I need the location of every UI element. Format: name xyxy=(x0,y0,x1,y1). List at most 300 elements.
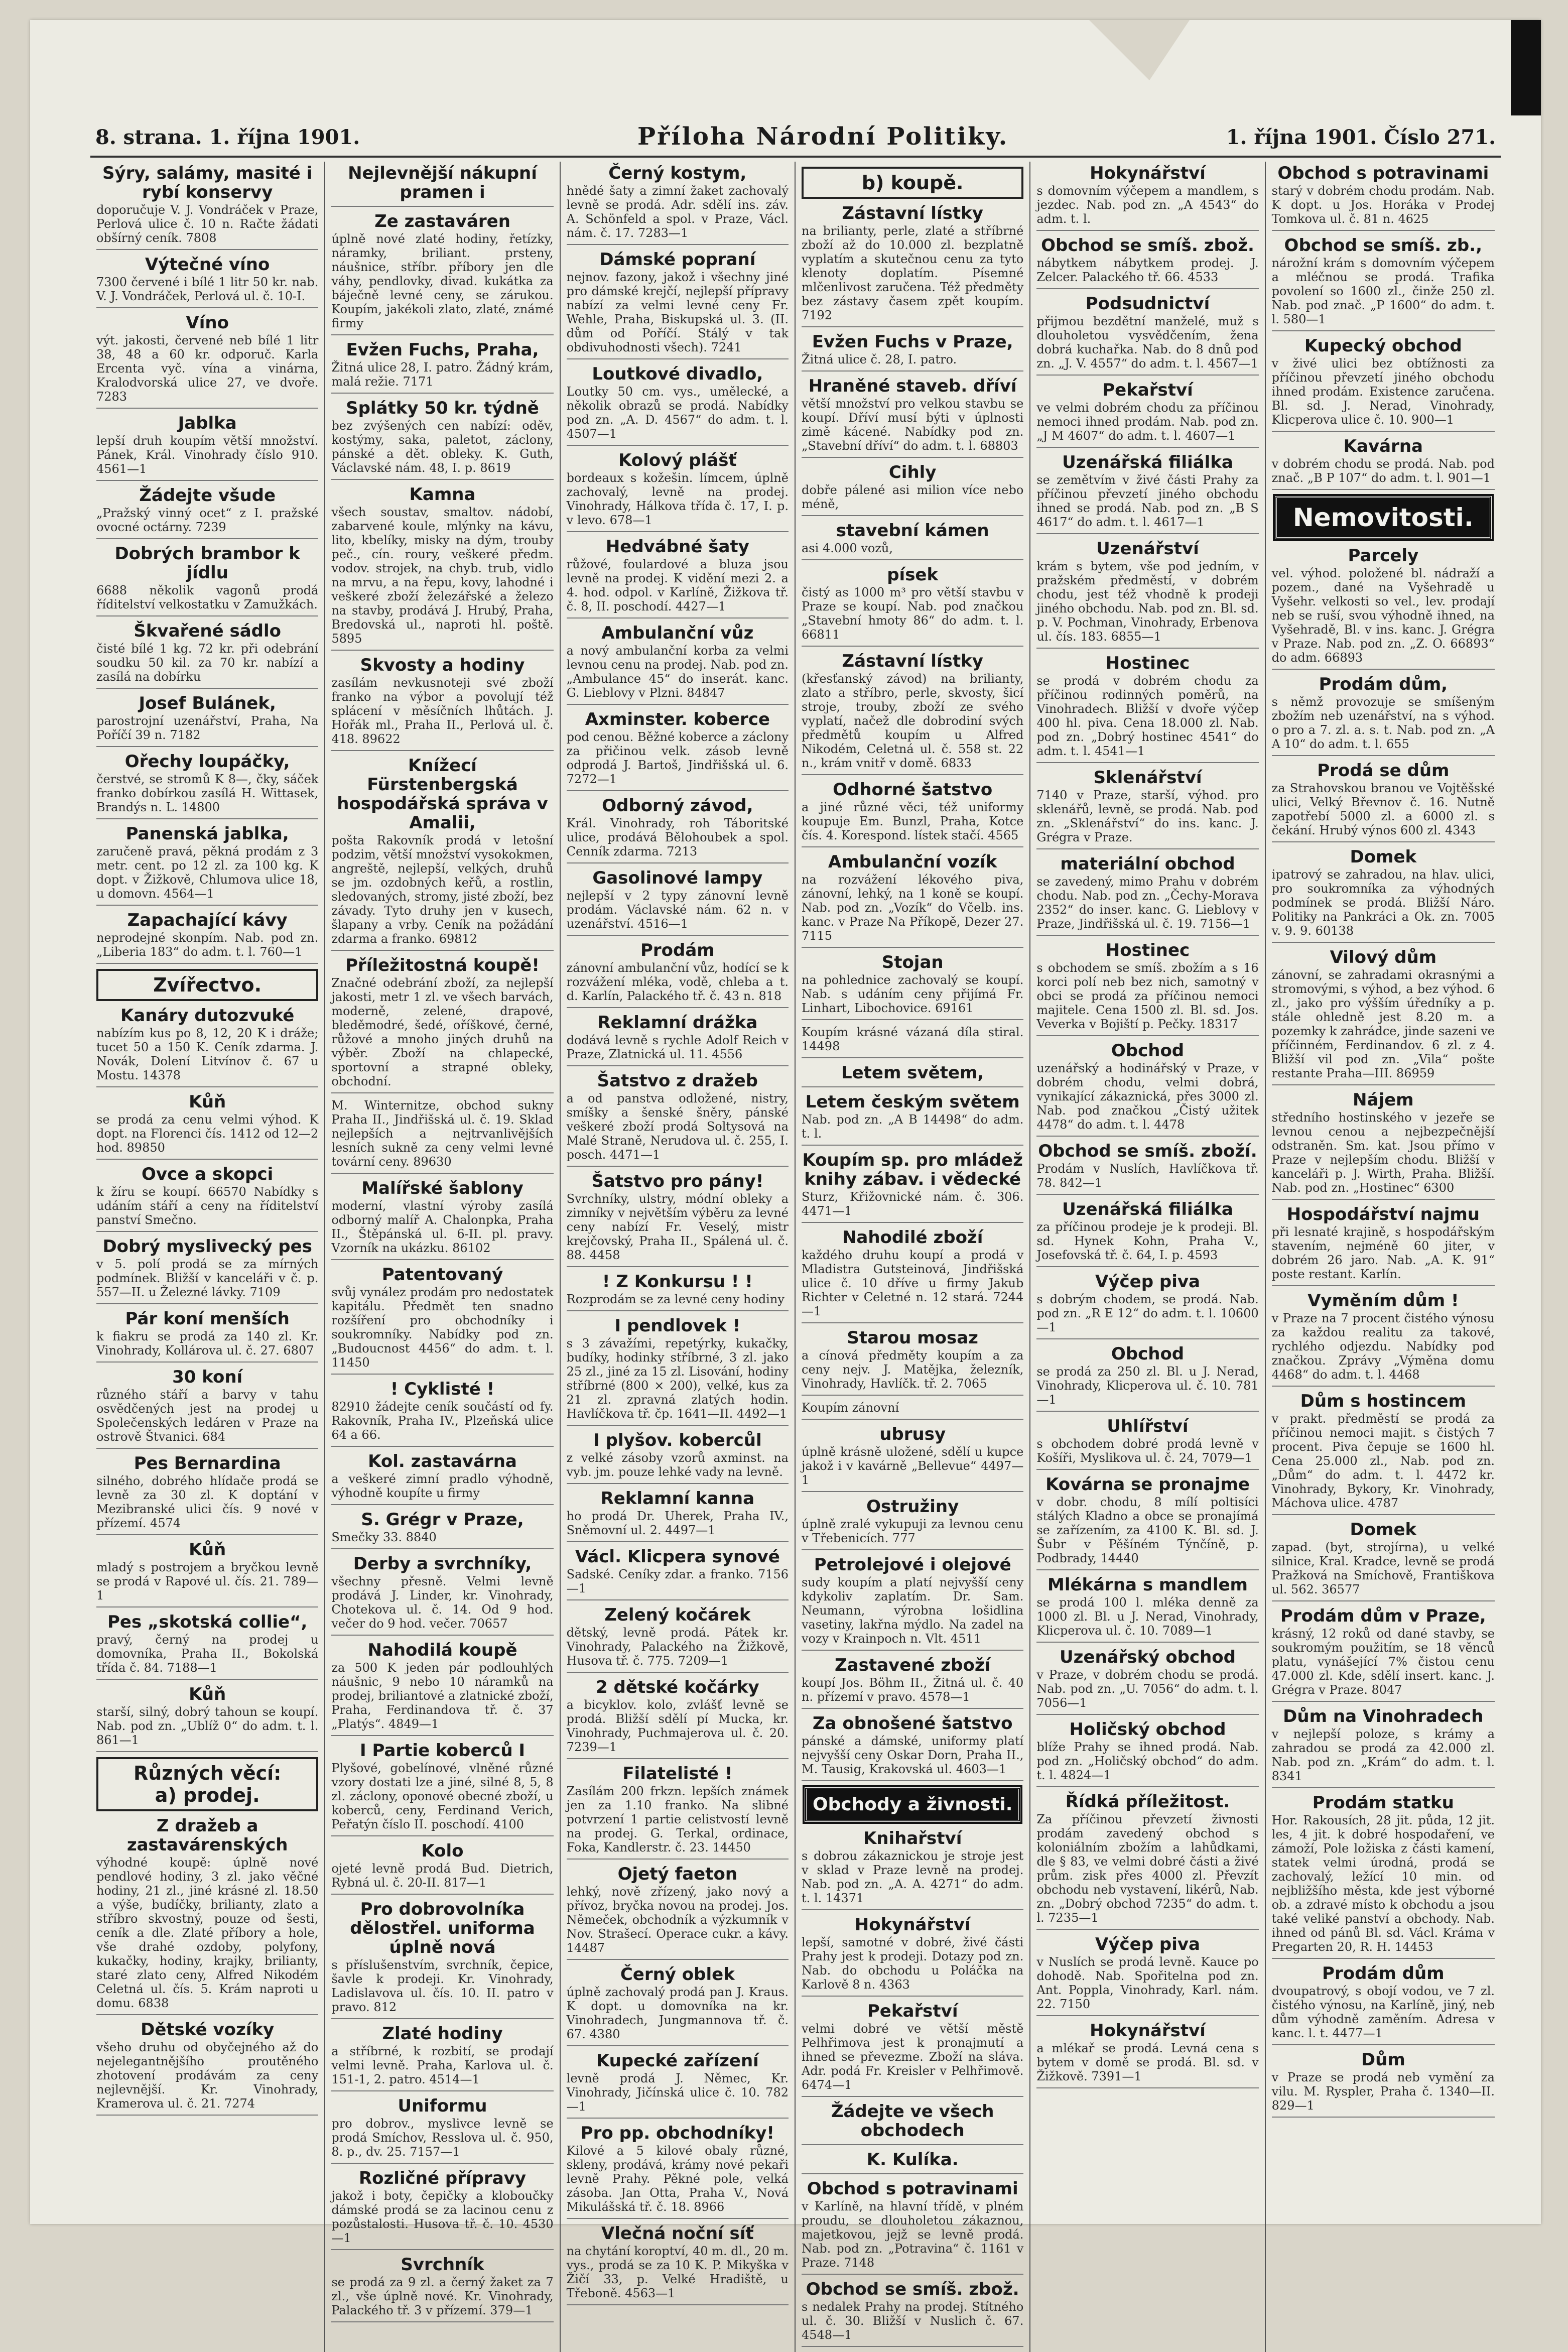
ad-heading: Derby a svrchníky, xyxy=(353,1554,532,1574)
ad-divider xyxy=(802,1145,1023,1146)
ad-heading: Reklamní drážka xyxy=(597,1013,758,1033)
classified-ad xyxy=(96,1092,318,1160)
ad-text: v Praze na 7 procent čistého výnosu za každou realitu za takové, rychlého odjezdu. Nabídky pod značkou. Zprávy „Výměna domu 4468“ do adm. t. l. 4468 xyxy=(1271,1311,1495,1382)
classified-ad xyxy=(331,399,553,480)
ad-text: úplně krásně uložené, sdělí u kupce jakož i v kavárně „Bellevue“ 4497—1 xyxy=(802,1445,1024,1487)
classified-ad xyxy=(1272,1606,1495,1702)
ad-divider xyxy=(1272,489,1495,490)
classified-ad xyxy=(802,2002,1023,2097)
ad-text: v dobr. chodu, 8 mílí poltisíci stálých Kladno a obce se pronajímá se zařízením, za 4100 K. Bl. sd. J. Šubr v Pěšíném Týnčíně, p. Podbrady, 14440 xyxy=(1036,1495,1259,1565)
ad-divider xyxy=(567,531,789,532)
classified-ad xyxy=(802,1401,1023,1420)
ad-heading: Filatelisté ! xyxy=(622,1764,733,1784)
ad-divider xyxy=(331,750,553,751)
ad-heading: Dobrých brambor k jídlu xyxy=(114,544,300,583)
ad-heading: Příležitostná koupě! xyxy=(345,955,540,975)
classified-ad xyxy=(802,377,1023,458)
classified-ad xyxy=(96,2020,318,2116)
ad-divider xyxy=(96,1751,318,1752)
ad-heading: ubrusy xyxy=(879,1424,946,1444)
ad-text: na rozvážení lékového piva, zánovní, lehký, na 1 koně se koupí. Nab. pod zn. „Vozík“ do Včelb. ins. kanc. v Praze Na Příkopě, Dezer 27. 7115 xyxy=(802,873,1024,943)
ad-heading: Malířské šablony xyxy=(361,1178,524,1198)
ad-heading: S. Grégr v Praze, xyxy=(361,1510,524,1530)
ad-text: ve velmi dobrém chodu za příčinou nemoci ihned prodám. Nab. pod zn. „J M 4607“ do adm. t. l. 4607—1 xyxy=(1036,401,1259,443)
ad-text: se prodá za 250 zl. Bl. u J. Nerad, Vinohrady, Klicperova ul. č. 10. 781—1 xyxy=(1036,1365,1259,1407)
classified-ad xyxy=(1272,2050,1495,2118)
classified-ad xyxy=(1272,1707,1495,1788)
ad-text: a nový ambulanční korba za velmi levnou cenu na prodej. Nab. pod zn. „Ambulance 45“ do inserát. kanc. G. Lieblovy v Plzni. 84847 xyxy=(566,644,789,700)
ad-divider xyxy=(802,1491,1023,1492)
ad-heading: Ambulanční vůz xyxy=(601,623,754,643)
classified-ad xyxy=(802,332,1023,372)
ad-heading: Knihařství xyxy=(863,1828,962,1848)
ad-text: koupí Jos. Böhm II., Žitná ul. č. 40 n. přízemí v pravo. 4578—1 xyxy=(802,1676,1024,1704)
ad-text: v 5. polí prodá se za mírných podmínek. Bližší v kanceláři v č. p. 557—II. u Železné lávky. 7109 xyxy=(96,1257,319,1299)
ad-text: doporučuje V. J. Vondráček v Praze, Perlová ulice č. 10 n. Račte žádati obšírný ceník. 7808 xyxy=(96,203,319,245)
ad-divider xyxy=(802,457,1023,458)
ad-heading: Dům xyxy=(1361,2050,1405,2070)
ad-divider xyxy=(1036,1929,1258,1930)
ad-divider xyxy=(96,963,318,964)
ad-text: se prodá v dobrém chodu za příčinou rodinných poměrů, na Vinohradech. Bližší v dvoře výčep 400 hl. piva. Cena 18.000 zl. Nab. pod zn. „Dobrý hostinec 4541“ do adm. t. l. 4541—1 xyxy=(1036,674,1259,758)
ad-heading: Pár koní menších xyxy=(125,1309,290,1329)
classified-ad xyxy=(802,1656,1023,1709)
ad-text: úplně zralé vykupuji za levnou cenu v Třebenicích. 777 xyxy=(802,1517,1024,1545)
ad-text: výhodné koupě: úplně nové pendlové hodiny, 3 zl. jako věčné hodiny, 21 zl., jiné krásné zl. 18.50 a výše, budíčky, brilianty, zlato a stříbro skvostný, pouze od šesti, ceník a dle. Zlaté příbory a hole, vše drahé ozdoby, polyfony, kukačky, hodiny, krajky, brilianty, staré zlato ceny, Alfred Nikodém Celetná ul. čís. 5. Krám naproti u domu. 6838 xyxy=(96,1855,319,2010)
ad-heading: I plyšov. kobercůl xyxy=(593,1430,762,1450)
ad-heading: Petrolejové i olejové xyxy=(814,1555,1011,1575)
ad-heading: Koupím sp. pro mládež knihy zábav. i vědecké xyxy=(802,1150,1023,1189)
ad-divider xyxy=(331,2163,553,2164)
header-issue: 1. října 1901. Číslo 271. xyxy=(1226,126,1496,149)
ad-text: Žitná ulice 28, I. patro. Žádný krám, malá režie. 7171 xyxy=(331,360,554,389)
classified-ad xyxy=(1272,948,1495,1085)
section-heading-buy: b) koupě. xyxy=(802,167,1023,199)
classified-ad xyxy=(567,1678,789,1759)
ad-divider xyxy=(1036,1136,1258,1137)
ad-heading: materiální obchod xyxy=(1060,854,1235,874)
ad-heading: 30 koní xyxy=(172,1367,243,1387)
ad-divider xyxy=(567,790,789,791)
ad-divider xyxy=(96,1159,318,1160)
ad-heading: Sklenářství xyxy=(1093,768,1202,788)
ad-divider xyxy=(567,935,789,936)
ad-text: uzenářský a hodinářský v Praze, v dobrém chodu, velmi dobrá, vynikající zákaznická, přes 3000 zl. Nab. pod značkou „Čistý užitek 4478“ do adm. t. l. 4478 xyxy=(1036,1061,1259,1132)
ad-text: s obchodem dobré prodá levně v Košíři, Myslikova ul. č. 24, 7079—1 xyxy=(1036,1437,1259,1465)
ad-divider xyxy=(1036,1786,1258,1787)
ad-heading: Kůň xyxy=(189,1092,226,1112)
ad-heading: Hraněné staveb. dříví xyxy=(808,376,1017,396)
ad-text: úplně nové zlaté hodiny, řetízky, náramky, briliant. prsteny, náušnice, stříbr. příbory jen dle váhy, pendlovky, divad. kukátka za báječně levné ceny, se zárukou. Koupím, jakékoli zlato, zlaté, známé firmy xyxy=(331,232,554,330)
ad-divider xyxy=(331,1446,553,1447)
ad-heading: Kol. zastavárna xyxy=(368,1451,517,1471)
ad-text: na brilianty, perle, zlaté a stříbrné zboží až do 10.000 zl. bezplatně vyplatím a skutečnou cenu za tyto klenoty doplatím. Písemné mlčenlivost zaručena. Též předměty bez zástavy časem zpět koupím. 7192 xyxy=(802,224,1024,322)
ad-text: zánovní ambulanční vůz, hodící se k rozvážení mléka, vodě, chleba a t. d. Karlín, Palackého tř. č. 43 n. 818 xyxy=(566,961,789,1003)
classified-ad xyxy=(331,956,553,1093)
classified-ad xyxy=(802,1555,1023,1651)
ad-text: za příčinou prodeje je k prodeji. Bl. sd. Hynek Kohn, Praha V., Josefovská tř. č. 64, I. p. 4593 xyxy=(1036,1220,1259,1262)
classified-ad xyxy=(802,1829,1023,1910)
ad-text: nábytkem nábytkem prodej. J. Zelcer. Palackého tř. 66. 4533 xyxy=(1036,256,1259,284)
classified-ad xyxy=(1272,847,1495,943)
ad-text: Koupím krásné vázaná díla stiral. 14498 xyxy=(802,1025,1024,1053)
classified-ad xyxy=(802,565,1023,647)
ad-text: s obchodem se smíš. zbožím a s 16 korci polí neb bez nich, samotný v obci se prodá za příčinou nemoci majitele. Cena 1500 zl. Bl. sd. Jos. Veverka v Bojiští p. Pečky. 18317 xyxy=(1036,961,1259,1031)
ad-divider xyxy=(96,480,318,481)
ad-divider xyxy=(1036,1338,1258,1339)
ad-divider xyxy=(96,818,318,819)
classified-ad xyxy=(331,1554,553,1636)
ad-text: výt. jakosti, červené neb bílé 1 litr 38, 48 a 60 kr. odporuč. Karla Ercenta vyč. vína a vinárna, Kralodvorská ulice 27, ve dvoře. 7283 xyxy=(96,333,319,404)
ad-heading: Uzenářská filiálka xyxy=(1062,1199,1233,1219)
ad-text: levně prodá J. Němec, Kr. Vinohrady, Jičínská ulice č. 10. 782—1 xyxy=(566,2071,789,2114)
ad-divider xyxy=(1036,288,1258,289)
ad-divider xyxy=(567,704,789,705)
ad-divider xyxy=(1272,1386,1495,1387)
ad-text: hnědé šaty a zimní žaket zachovalý levně se prodá. Adr. sdělí ins. záv. A. Schönfeld a spol. v Praze, Václ. nám. č. 17. 7283—1 xyxy=(566,184,789,240)
ad-divider xyxy=(802,1780,1023,1781)
ad-divider xyxy=(96,615,318,616)
ad-text: růžové, foulardové a bluza jsou levně na prodej. K vidění mezi 2. a 4. hod. odpol. v Karlíně, Žižkova tř. č. 8, II. poschodí. 4427—1 xyxy=(566,557,789,613)
ad-heading: Pro pp. obchodníky! xyxy=(580,2123,774,2143)
ad-heading: Axminster. koberce xyxy=(585,709,770,729)
classified-ad xyxy=(331,340,553,394)
ad-text: a stříbrné, k rozbití, se prodají velmi levně. Praha, Karlova ul. č. 151-1, 2. patro. 4514—1 xyxy=(331,2044,554,2086)
ad-heading: Nejlevnější nákupní pramen i xyxy=(348,163,537,202)
ad-text: Za příčinou převzetí živnosti prodám zavedený obchod s koloniálním zbožím a lahůdkami, dle § 83, ve velmi dobré části a živé prům. zisk přes 4000 zl. Převzít obchodu neb vystavení, likérů, Nab. zn. „Dobrý obchod 7235“ do adm. t. l. 7235—1 xyxy=(1036,1812,1259,1925)
ad-text: na pohlednice zachovalý se koupí. Nab. s udáním ceny přijímá Fr. Linhart, Libochovice. 69161 xyxy=(802,973,1024,1015)
classified-ad xyxy=(802,1063,1023,1087)
ad-text: v Karlíně, na hlavní třídě, v plném proudu, se dlouholetou zákaznou, majetkovou, jejž se levně prodá. Nab. pod zn. „Potravina“ č. 1161 v Praze. 7148 xyxy=(802,2199,1024,2270)
ad-heading: Obchod xyxy=(1111,1344,1185,1364)
section-heading-misc xyxy=(96,1757,318,1811)
ad-heading: Starou mosaz xyxy=(847,1328,978,1348)
ad-divider xyxy=(1036,1642,1258,1643)
ad-divider xyxy=(802,1086,1023,1087)
ad-text: k žíru se koupí. 66570 Nabídky s udáním stáří a ceny na říditelství panství Smečno. xyxy=(96,1185,319,1227)
ad-divider xyxy=(802,774,1023,775)
ad-divider xyxy=(802,947,1023,948)
ad-heading: Pes „skotská collie“, xyxy=(107,1612,308,1632)
section-title: Různých věcí: xyxy=(133,1762,282,1784)
ad-divider xyxy=(802,2144,1023,2145)
ad-text: všech soustav, smaltov. nádobí, zabarvené koule, mlýnky na kávu, lito, kbelíky, misky na dým, trouby peč., cín. roury, veškeré předm. vodov. strojek, na chyb. trub, vidlo na mrvu, a na řepu, kovy, lahodné i veškeré zboží železářské a železo na stavby, prodává J. Hrubý, Praha, Bredovská ul., naproti hl. poště. 5895 xyxy=(331,505,554,646)
classified-ad xyxy=(802,1025,1023,1058)
ad-text: 6688 několik vagonů prodá říditelství velkostatku v Zamužkách. xyxy=(96,583,319,611)
classified-ad xyxy=(1036,453,1258,534)
ad-heading: Zapachající kávy xyxy=(127,910,288,930)
classified-ad xyxy=(96,911,318,964)
ad-divider xyxy=(802,1019,1023,1020)
ad-heading: Vlečná noční síť xyxy=(601,2223,754,2244)
classified-ad xyxy=(1036,1575,1258,1643)
ad-text: nárožní krám s domovním výčepem a mléčnou se prodá. Trafika povolení so 1600 zl., činže 250 zl. Nab. pod znač. „P 1600“ do adm. t. l. 580—1 xyxy=(1271,256,1495,326)
ad-text: Prodám v Nuslích, Havlíčkova tř. 78. 842—1 xyxy=(1036,1162,1259,1190)
ad-divider xyxy=(96,905,318,906)
ad-heading: Prodám dům xyxy=(1322,1963,1445,1984)
ad-divider xyxy=(1272,2044,1495,2045)
ad-text: starší, silný, dobrý tahoun se koupí. Nab. pod zn. „Ublíž 0“ do adm. t. l. 861—1 xyxy=(96,1705,319,1747)
classified-ad xyxy=(567,869,789,936)
ad-divider xyxy=(331,1173,553,1174)
classified-ad xyxy=(802,1497,1023,1550)
classified-ad xyxy=(1272,164,1495,231)
classified-ad xyxy=(96,486,318,539)
ad-heading: Černý oblek xyxy=(620,1964,735,1985)
ad-text: sudy koupím a platí nejvyšší ceny kdykoliv zaplatím. Dr. Sam. Neumann, výrobna lošidlina vasetiny, lakřna mýdlo. Na zadel na vozy v Krainpoch n. Vlt. 4511 xyxy=(802,1575,1024,1646)
classified-ad xyxy=(1036,1344,1258,1412)
ad-divider xyxy=(802,646,1023,647)
ad-divider xyxy=(802,1419,1023,1420)
ad-heading: Uzenářský obchod xyxy=(1060,1647,1236,1667)
classified-ad xyxy=(567,1071,789,1167)
classified-ad xyxy=(802,1151,1023,1223)
classified-ad xyxy=(1036,539,1258,649)
ad-text: úplně zachovalý prodá pan J. Kraus. K dopt. u domovníka na kr. Vinohradech, Jungmannova tř. č. 67. 4380 xyxy=(566,1985,789,2041)
ad-heading: Obchod se smíš. zb., xyxy=(1284,235,1483,256)
ad-heading: Dobrý myslivecký pes xyxy=(102,1236,312,1257)
ad-text: nejnov. fazony, jakož i všechny jiné pro dámské krejčí, nejlepší přípravy nabízí za velmi levné ceny Fr. Wehle, Praha, Biskupská ul. 3. (II. dům od Poříčí. Stálý v tak obdivuhodnosti všech). 7241 xyxy=(566,270,789,354)
ad-text: Žitná ulice č. 28, I. patro. xyxy=(802,352,957,366)
classified-ad xyxy=(96,1454,318,1535)
ad-heading: Zástavní lístky xyxy=(842,203,983,223)
ad-text: moderní, vlastní výroby zasílá odborný malíř A. Chalonpka, Praha II., Štěpánská ul. 6-II. pl. pravy. Vzorník na ukázku. 86102 xyxy=(331,1199,554,1255)
classified-ad xyxy=(1036,768,1258,849)
ad-heading: Evžen Fuchs v Praze, xyxy=(812,332,1013,352)
ad-text: velmi dobré ve větší městě Pelhřimova jest k pronajmutí a ihned se převezme. Zboží na sláva. Adr. podá Fr. Kreisler v Pelhřimově. 6474—1 xyxy=(802,2022,1024,2092)
ad-divider xyxy=(567,1541,789,1542)
classified-ad xyxy=(1036,1475,1258,1570)
ad-heading: Škvařené sádlo xyxy=(134,621,281,641)
classified-ad xyxy=(96,752,318,819)
classified-ad xyxy=(96,1816,318,2015)
column-4 xyxy=(796,162,1030,2352)
ad-heading: Rozličné přípravy xyxy=(358,2168,526,2188)
classified-ad xyxy=(331,756,553,951)
ad-text: blíže Prahy se ihned prodá. Nab. pod zn. „Holičský obchod“ do adm. t. l. 4824—1 xyxy=(1036,1740,1259,1782)
column-2 xyxy=(325,162,560,2352)
ad-heading: písek xyxy=(887,565,939,585)
ad-heading: Domek xyxy=(1350,847,1417,867)
ad-heading: Šatstvo z dražeb xyxy=(597,1071,758,1091)
ad-heading: Dámské popraní xyxy=(599,250,756,270)
ad-heading: Splátky 50 kr. týdně xyxy=(346,398,539,418)
column-3 xyxy=(561,162,796,2352)
classified-ad xyxy=(1272,1392,1495,1515)
ad-divider xyxy=(96,538,318,539)
ad-heading: Holičský obchod xyxy=(1069,1719,1226,1740)
classified-ad xyxy=(802,204,1023,327)
ad-text: se prodá 100 l. mléka denně za 1000 zl. Bl. u J. Nerad, Vinohrady, Klicperova ul. č. 10. 7089—1 xyxy=(1036,1595,1259,1638)
ad-text: asi 4.000 vozů, xyxy=(802,541,893,555)
ad-text: Svrchníky, ulstry, módní obleky a zimníky v největším výběru za levné ceny nabízí Fr. Veselý, mistr krejčovský, Praha II., Spálená ul. č. 88. 4458 xyxy=(566,1192,789,1262)
ad-divider xyxy=(1272,1600,1495,1601)
ad-divider xyxy=(1036,2087,1258,2088)
ad-text: větší množství pro velkou stavbu se koupí. Dříví musí býti v úplnosti zimě kácené. Nabídky pod zn. „Stavební dříví“ do adm. t. l. 68803 xyxy=(802,397,1024,453)
ad-heading: Prodám dům v Praze, xyxy=(1280,1606,1486,1626)
ad-divider xyxy=(1036,848,1258,849)
ad-text: pro dobrov., myslivce levně se prodá Smíchov, Resslova ul. č. 950, 8. p., dv. 25. 7157—1 xyxy=(331,2117,554,2159)
ad-text: mladý s postrojem a bryčkou levně se prodá v Rapové ul. čís. 21. 789—1 xyxy=(96,1560,319,1602)
ad-text: 7140 v Praze, starší, výhod. pro sklenářů, levně, se prodá. Nab. pod zn. „Sklenářství“ do ins. kanc. J. Grégra v Praze. xyxy=(1036,788,1259,844)
classified-ad xyxy=(567,1013,789,1066)
ad-text: 7300 červené i bílé 1 litr 50 kr. nab. V. J. Vondráček, Perlová ul. č. 10-I. xyxy=(96,275,319,303)
ad-divider xyxy=(1272,1285,1495,1286)
ad-divider xyxy=(96,1679,318,1680)
classified-ad xyxy=(331,2255,553,2322)
ad-divider xyxy=(802,1222,1023,1223)
ad-text: dodává levně s rychle Adolf Reich v Praze, Zlatnická ul. 11. 4556 xyxy=(566,1033,789,1061)
ad-text: v prakt. předměstí se prodá za příčinou nemoci majit. s čistých 7 procent. Piva čepuje se 1600 hl. Cena 25.000 zl., Nab. pod zn. „Dům“ do adm. t. l. 4472 kr. Vinohrady, Bykory, Kr. Vinohrady, Máchova ulice. 4787 xyxy=(1271,1412,1495,1510)
ad-text: Smečky 33. 8840 xyxy=(331,1530,437,1544)
ad-divider xyxy=(567,617,789,618)
binding-tab xyxy=(1511,20,1541,115)
ad-text: vel. výhod. položené bl. nádraží a pozem., dané na Vyšehradě u Vyšehr. velkosti so vel., lev. prodají neb se ruší, svou výhodně ihned, na Vyšehradě, Bl. v ins. kanc. J. Grégra v Praze. Nab. pod zn. „Z. O. 66893“ do adm. 66893 xyxy=(1271,566,1495,665)
ad-heading: Pekařství xyxy=(1102,380,1193,400)
ad-text: lehký, nově zřízený, jako nový a přívoz, bryčka novou na prodej. Jos. Němeček, obchodník a výzkumník v Nov. Strašecí. Operace cukr. a kávy. 14487 xyxy=(566,1885,789,1955)
ad-text: čerstvé, se stromů K 8—, čky, sáček franko dobírkou zasílá H. Wittasek, Brandýs n. L. 14800 xyxy=(96,772,319,814)
ad-text: Kilové a 5 kilové obaly různé, skleny, prodává, krámy nové pekaři levně Prahy. Pěkné pole, velká zásoba. Jan Otta, Praha V., Nová Mikulášská tř. č. 18. 8966 xyxy=(566,2144,789,2214)
ad-text: dětský, levně prodá. Pátek kr. Vinohrady, Palackého na Žižkově, Husova tř. č. 775. 7209—1 xyxy=(566,1626,789,1668)
ad-heading: Hedvábné šaty xyxy=(605,537,749,557)
ad-heading: Černý kostym, xyxy=(608,163,747,183)
ad-text: silného, dobrého hlídače prodá se levně za 30 zl. K doptání v Mezibranské ulici čís. 9 nové v přízemí. 4574 xyxy=(96,1474,319,1530)
ad-divider xyxy=(1036,648,1258,649)
ad-divider xyxy=(567,2218,789,2219)
classified-ad xyxy=(331,1841,553,1895)
ad-heading: Kamna xyxy=(409,484,476,505)
ad-heading: Prodám dům, xyxy=(1319,674,1448,694)
classified-ad xyxy=(802,1092,1023,1146)
ad-heading: Nahodilá koupě xyxy=(367,1640,517,1660)
ad-divider xyxy=(1272,1787,1495,1788)
ad-heading: Kolový plášť xyxy=(618,450,737,470)
ad-text: a cínová předměty koupím a za ceny nejv. J. Matějka, železník, Vinohrady, Havlíčk. tř. 2. 7065 xyxy=(802,1348,1024,1391)
ad-divider xyxy=(331,1259,553,1260)
ad-heading: Výtečné víno xyxy=(145,255,270,275)
ad-text: „Pražský vinný ocet“ z I. pražské ovocné octárny. 7239 xyxy=(96,506,319,534)
classified-ad xyxy=(802,1228,1023,1323)
ad-divider xyxy=(567,862,789,863)
classified-ad xyxy=(1272,236,1495,331)
ad-divider xyxy=(96,1303,318,1304)
ad-heading: Výčep piva xyxy=(1095,1272,1200,1292)
ad-divider xyxy=(802,2274,1023,2275)
ad-heading: Nahodilé zboží xyxy=(842,1227,983,1248)
classified-ad xyxy=(96,1165,318,1232)
classified-ad xyxy=(567,2124,789,2219)
classified-ad xyxy=(567,537,789,618)
ad-text: se zavedený, mimo Prahu v dobrém chodu. Nab. pod zn. „Čechy-Morava 2352“ do inser. kanc. G. Lieblovy v Praze, Jindřišská ul. č. 19. 7156—1 xyxy=(1036,875,1259,931)
ad-divider xyxy=(1036,1194,1258,1195)
ad-divider xyxy=(567,244,789,245)
classified-ad xyxy=(96,414,318,481)
ad-heading: Řídká příležitost. xyxy=(1065,1792,1230,1812)
ad-heading: Parcely xyxy=(1348,546,1419,566)
classified-ad xyxy=(567,2224,789,2305)
ad-heading: Pekařství xyxy=(867,2001,958,2021)
classified-ad xyxy=(331,485,553,651)
ad-heading: Z dražeb a zastavárenských xyxy=(126,1816,288,1855)
classified-ad xyxy=(331,212,553,335)
classified-ad xyxy=(802,780,1023,847)
ad-heading: Kůň xyxy=(189,1540,226,1560)
classified-ad xyxy=(1036,1792,1258,1930)
ad-divider xyxy=(1272,1514,1495,1515)
ad-heading: Nájem xyxy=(1353,1090,1414,1110)
ad-divider xyxy=(331,1092,553,1093)
ad-divider xyxy=(331,334,553,335)
ad-text: zaručeně pravá, pěkná prodám z 3 metr. cent. po 12 zl. za 100 kg. K dopt. v Žižkově, Chlumova ulice 18, u domovn. 4564—1 xyxy=(96,844,319,901)
classified-ad xyxy=(1036,1142,1258,1195)
ad-text: starý v dobrém chodu prodám. Nab. K dopt. u Jos. Horáka v Prodej Tomkova ul. č. 81 n. 4625 xyxy=(1271,184,1495,226)
ad-text: v dobrém chodu se prodá. Nab. pod znač. „B P 107“ do adm. t. l. 901—1 xyxy=(1271,457,1495,485)
ad-heading: Svrchník xyxy=(401,2255,484,2275)
ad-heading: Mlékárna s mandlem xyxy=(1047,1575,1248,1595)
classified-ad xyxy=(331,656,553,751)
classified-ad xyxy=(802,2150,1023,2174)
ad-heading: Letem českým světem xyxy=(805,1092,1020,1112)
classified-ad xyxy=(802,652,1023,775)
ad-divider xyxy=(96,1606,318,1607)
ad-divider xyxy=(567,2045,789,2046)
ad-heading: Panenská jablka, xyxy=(125,824,289,844)
ad-text: ojeté levně prodá Bud. Dietrich, Rybná ul. č. 20-II. 817—1 xyxy=(331,1862,554,1890)
classified-ad xyxy=(1272,761,1495,842)
ad-divider xyxy=(96,1534,318,1535)
ad-text: Značné odebrání zboží, za nejlepší jakosti, metr 1 zl. ve všech barvách, moderně, zelené, drapové, bleděmodré, šedé, oříškové, černé, růžové a mnoho jiných druhů na výběr. Zboží na chlapecké, sportovní a strapné obleky, obchodní. xyxy=(331,976,554,1088)
ad-divider xyxy=(567,1859,789,1860)
ad-divider xyxy=(331,1374,553,1375)
ad-divider xyxy=(1036,1411,1258,1412)
ad-divider xyxy=(567,1007,789,1008)
classified-ad xyxy=(1036,164,1258,231)
classified-ad xyxy=(567,1316,789,1426)
classified-ad xyxy=(802,852,1023,948)
ad-divider xyxy=(1036,1035,1258,1036)
ad-text: dobře pálené asi milion více nebo méně, xyxy=(802,483,1024,511)
ad-divider xyxy=(331,1548,553,1549)
ad-divider xyxy=(1272,841,1495,842)
classified-ad xyxy=(802,2179,1023,2275)
classified-ad xyxy=(1036,1935,1258,2016)
ad-divider xyxy=(567,1672,789,1673)
classified-ad xyxy=(567,796,789,863)
ad-divider xyxy=(802,1650,1023,1651)
ad-heading: Patentovaný xyxy=(381,1265,503,1285)
ad-divider xyxy=(567,358,789,359)
ad-heading: Kanáry dutozvuké xyxy=(120,1006,295,1026)
classified-ad xyxy=(1272,1291,1495,1387)
classified-ad xyxy=(802,463,1023,516)
classified-ad xyxy=(567,1431,789,1484)
ad-text: pravý, černý na prodej u domovníka, Praha II., Bokolská třída č. 84. 7188—1 xyxy=(96,1633,319,1675)
ad-divider xyxy=(96,2115,318,2116)
ad-text: zapad. (byt, strojírna), u velké silnice, Kral. Kradce, levně se prodá Pražková na Smíchově, Františkova ul. 562. 36577 xyxy=(1271,1540,1495,1596)
ad-heading: Reklamní kanna xyxy=(600,1489,755,1509)
ad-heading: Hokynářství xyxy=(1090,163,1206,183)
ad-heading: Pes Bernardina xyxy=(134,1453,281,1473)
section-heading-animals: Zvířectvo. xyxy=(96,969,318,1001)
ad-divider xyxy=(96,1448,318,1449)
ad-divider xyxy=(331,2321,553,2322)
ad-heading: Hospodářství najmu xyxy=(1286,1204,1480,1224)
ad-heading: Gasolinové lampy xyxy=(592,868,763,888)
classified-ad xyxy=(96,255,318,308)
ad-divider xyxy=(1036,1569,1258,1570)
ad-divider xyxy=(1036,1714,1258,1715)
ad-divider xyxy=(567,1065,789,1066)
